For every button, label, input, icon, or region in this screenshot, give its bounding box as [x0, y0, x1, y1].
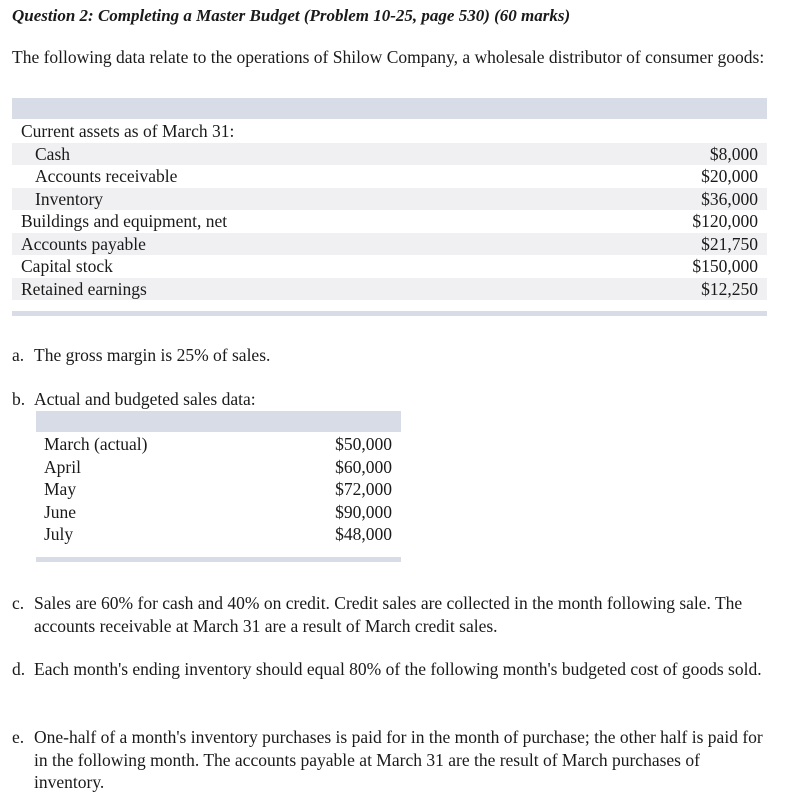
item-letter: b.: [12, 389, 26, 409]
row-value: $21,750: [701, 233, 758, 254]
row-label: April: [44, 456, 81, 477]
table-row: [36, 523, 401, 546]
row-label: July: [44, 524, 74, 544]
item-a: [12, 344, 772, 367]
item-d: [12, 658, 772, 681]
row-value: $72,000: [335, 479, 392, 499]
question-title: Question 2: Completing a Master Budget (Problem 10-25, page 530) (60 marks): [12, 6, 571, 25]
balance-sheet-heading: Current assets as of March 31:: [21, 121, 235, 141]
row-label: June: [44, 501, 77, 522]
item-e: [12, 726, 772, 794]
intro-paragraph: The following data relate to the operations of Shilow Company, a wholesale distributor of consumer goods:: [12, 47, 765, 67]
table-row: [12, 278, 767, 301]
row-label: Inventory: [35, 188, 104, 209]
row-value: $60,000: [335, 456, 392, 477]
table-header-band: [12, 98, 767, 119]
row-value: $50,000: [335, 434, 392, 454]
row-label: Cash: [35, 143, 70, 164]
item-text: Actual and budgeted sales data:: [34, 389, 256, 409]
item-letter: e.: [12, 727, 25, 747]
sales-footer-band: [36, 557, 401, 562]
row-label: March (actual): [44, 434, 148, 454]
table-row: [12, 210, 767, 233]
row-value: $8,000: [709, 143, 758, 164]
table-row: [36, 478, 401, 501]
row-label: Retained earnings: [21, 278, 147, 299]
item-text: One-half of a month's inventory purchases is paid for in the month of purchase; the other half is paid for in the following month. The accounts payable at March 31 are the result of March purchases of inventory.: [34, 727, 763, 792]
row-value: $150,000: [692, 256, 758, 276]
row-label: Accounts receivable: [35, 166, 178, 186]
table-row: [12, 255, 767, 278]
row-value: $48,000: [335, 524, 392, 544]
sales-header-band: [36, 411, 401, 432]
table-row: [36, 501, 401, 524]
row-value: $12,250: [701, 278, 758, 299]
table-row: [12, 143, 767, 166]
table-row: [12, 233, 767, 256]
sales-table: [36, 433, 401, 548]
table-row: [36, 433, 401, 456]
table-footer-band: [12, 311, 767, 316]
table-row: [12, 165, 767, 188]
balance-sheet-table: [12, 120, 767, 310]
item-b: [12, 388, 772, 411]
row-label: Accounts payable: [21, 233, 146, 254]
table-row: [12, 120, 767, 143]
row-label: Capital stock: [21, 256, 113, 276]
row-value: $36,000: [701, 188, 758, 209]
row-label: Buildings and equipment, net: [21, 211, 228, 231]
item-letter: c.: [12, 593, 25, 613]
row-label: May: [44, 479, 77, 499]
row-value: $90,000: [335, 501, 392, 522]
item-text: Sales are 60% for cash and 40% on credit. Credit sales are collected in the month following sale. The accounts receivable at March 31 are a result of March credit sales.: [34, 593, 743, 636]
item-text: Each month's ending inventory should equal 80% of the following month's budgeted cost of goods sold.: [34, 659, 762, 679]
table-row: [36, 456, 401, 479]
item-letter: d.: [12, 659, 26, 679]
item-text: The gross margin is 25% of sales.: [34, 345, 271, 365]
row-value: $20,000: [701, 166, 758, 186]
item-c: [12, 592, 772, 637]
row-value: $120,000: [692, 211, 758, 231]
table-row: [12, 188, 767, 211]
item-letter: a.: [12, 345, 25, 365]
